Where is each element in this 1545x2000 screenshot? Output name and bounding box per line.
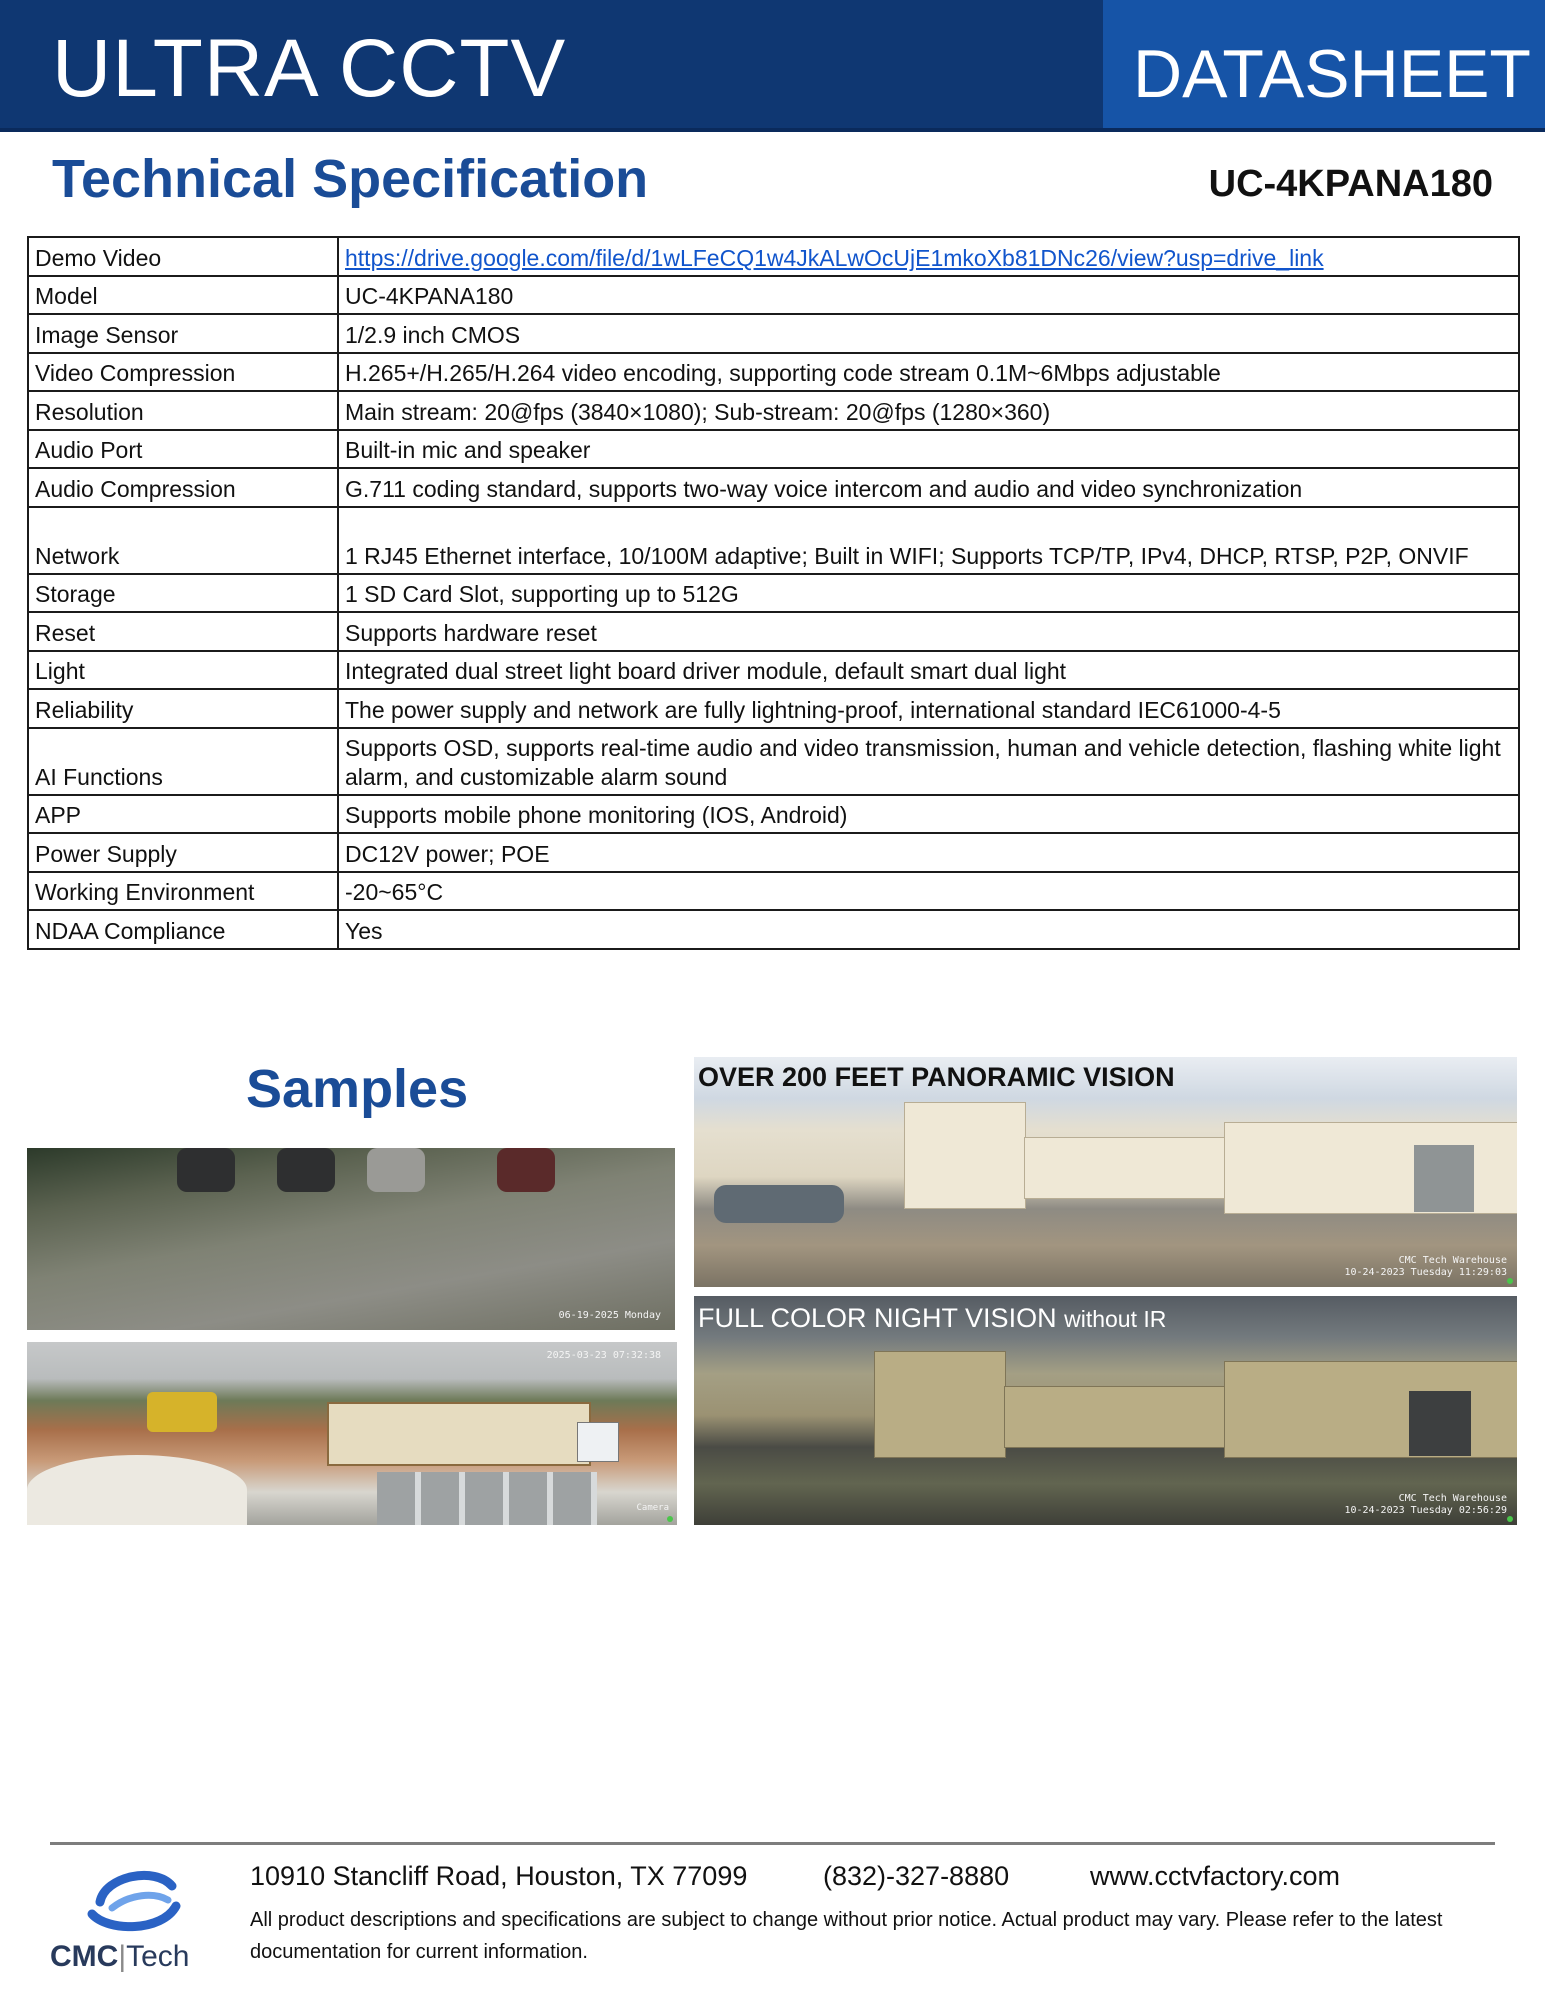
table-row [28, 612, 1519, 651]
car-shape [367, 1148, 425, 1192]
table-row [28, 910, 1519, 949]
sample-photo-parking-lot [27, 1148, 675, 1330]
table-row [28, 391, 1519, 430]
header-divider [0, 128, 1545, 132]
building-shape [904, 1102, 1026, 1209]
timestamp-location: CMC Tech Warehouse [1398, 1255, 1507, 1266]
table-row [28, 651, 1519, 690]
spec-key: Working Environment [28, 872, 338, 911]
footer-divider [50, 1842, 1495, 1845]
table-row [28, 468, 1519, 507]
model-number: UC-4KPANA180 [1208, 163, 1493, 205]
status-dot [667, 1516, 673, 1522]
spec-key: Power Supply [28, 833, 338, 872]
building-shape [1004, 1386, 1226, 1448]
spec-key: Resolution [28, 391, 338, 430]
table-row [28, 872, 1519, 911]
logo-suffix: Tech [126, 1940, 190, 1973]
logo-swoosh-icon [50, 1862, 220, 1940]
table-row [28, 574, 1519, 613]
truck-cab-shape [577, 1422, 619, 1462]
table-row [28, 276, 1519, 315]
excavator-shape [147, 1392, 217, 1432]
brand-title: ULTRA CCTV [52, 23, 567, 114]
footer-disclaimer: All product descriptions and specifications are subject to change without prior notice. Actual product may vary. Please refer to the latest documentation for current information. [250, 1909, 1443, 1963]
spec-value [338, 237, 1519, 276]
spec-value: Supports hardware reset [338, 612, 1519, 651]
spec-key: Reset [28, 612, 338, 651]
car-shape [497, 1148, 555, 1192]
photo-timestamp: 06-19-2025 Monday [558, 1310, 661, 1321]
spec-key: APP [28, 795, 338, 834]
spec-value: Yes [338, 910, 1519, 949]
flatbed-truck-shape [327, 1402, 591, 1466]
spec-value: Integrated dual street light board driver module, default smart dual light [338, 651, 1519, 690]
spec-key: Demo Video [28, 237, 338, 276]
spec-value: DC12V power; POE [338, 833, 1519, 872]
night-vision-caption [698, 1302, 1166, 1334]
spec-key: Audio Compression [28, 468, 338, 507]
sample-photo-construction-site [27, 1342, 677, 1525]
table-row [28, 795, 1519, 834]
spec-key: Audio Port [28, 430, 338, 469]
spec-value: Main stream: 20@fps (3840×1080); Sub-stream: 20@fps (1280×360) [338, 391, 1519, 430]
table-row [28, 507, 1519, 574]
spec-value: 1/2.9 inch CMOS [338, 314, 1519, 353]
spec-value: UC-4KPANA180 [338, 276, 1519, 315]
photo-timestamp [1344, 1493, 1507, 1517]
car-shape [277, 1148, 335, 1192]
spec-value: Supports mobile phone monitoring (IOS, Android) [338, 795, 1519, 834]
sample-photo-night-vision [694, 1296, 1517, 1525]
spec-key: NDAA Compliance [28, 910, 338, 949]
logo-wordmark [50, 1942, 190, 1972]
timestamp-datetime: 10-24-2023 Tuesday 02:56:29 [1344, 1505, 1507, 1516]
table-row [28, 728, 1519, 795]
spec-value: 1 RJ45 Ethernet interface, 10/100M adaptive; Built in WIFI; Supports TCP/TP, IPv4, DHCP, RTSP, P2P, ONVIF [338, 507, 1519, 574]
timestamp-location: CMC Tech Warehouse [1398, 1493, 1507, 1504]
demo-video-link[interactable]: https://drive.google.com/file/d/1wLFeCQ1w4JkALwOcUjE1mkoXb81DNc26/view?usp=drive_link [345, 244, 1324, 271]
status-dot [1507, 1516, 1513, 1522]
cmc-tech-logo [50, 1862, 220, 1972]
spec-value: 1 SD Card Slot, supporting up to 512G [338, 574, 1519, 613]
timestamp-datetime: 10-24-2023 Tuesday 11:29:03 [1344, 1267, 1507, 1278]
spec-key: Storage [28, 574, 338, 613]
spec-value: The power supply and network are fully lightning-proof, international standard IEC61000-4-5 [338, 689, 1519, 728]
table-row [28, 314, 1519, 353]
spec-key: Model [28, 276, 338, 315]
spec-key: Reliability [28, 689, 338, 728]
table-row [28, 689, 1519, 728]
table-row [28, 237, 1519, 276]
car-shape [177, 1148, 235, 1192]
garage-door-shape [1409, 1391, 1471, 1456]
footer-website[interactable]: www.cctvfactory.com [1090, 1861, 1341, 1891]
datasheet-badge-label: DATASHEET [1133, 36, 1531, 112]
logo-brand: CMC [50, 1940, 119, 1973]
spec-value: -20~65°C [338, 872, 1519, 911]
spec-key: Network [28, 507, 338, 574]
datasheet-badge [1103, 0, 1545, 128]
spec-key: Video Compression [28, 353, 338, 392]
page-title: Technical Specification [52, 149, 649, 209]
building-shape [1024, 1137, 1226, 1199]
spec-value: Supports OSD, supports real-time audio and video transmission, human and vehicle detection, flashing white light alarm, and customizable alarm sound [338, 728, 1519, 795]
spec-value: G.711 coding standard, supports two-way voice intercom and audio and video synchronization [338, 468, 1519, 507]
building-shape [1224, 1361, 1517, 1458]
table-row [28, 353, 1519, 392]
car-shape [714, 1185, 844, 1223]
samples-heading: Samples [246, 1059, 469, 1119]
garage-door-shape [1414, 1145, 1474, 1212]
spec-value: H.265+/H.265/H.264 video encoding, supporting code stream 0.1M~6Mbps adjustable [338, 353, 1519, 392]
header-banner [0, 0, 1545, 132]
concrete-blocks-shape [377, 1472, 597, 1525]
panoramic-caption: OVER 200 FEET PANORAMIC VISION [698, 1062, 1175, 1092]
night-vision-caption-main: FULL COLOR NIGHT VISION [698, 1303, 1057, 1333]
photo-timestamp: 2025-03-23 07:32:38 [546, 1350, 661, 1361]
spec-key: Light [28, 651, 338, 690]
logo-separator: | [118, 1940, 127, 1973]
status-dot [1507, 1278, 1513, 1284]
night-vision-caption-suffix: without IR [1064, 1306, 1167, 1332]
spec-value: Built-in mic and speaker [338, 430, 1519, 469]
camera-label: Camera [636, 1503, 669, 1513]
spec-key: AI Functions [28, 728, 338, 795]
building-shape [874, 1351, 1006, 1458]
gravel-pile-shape [27, 1455, 247, 1525]
table-row [28, 430, 1519, 469]
footer-address: 10910 Stancliff Road, Houston, TX 77099 [250, 1861, 748, 1891]
footer-phone: (832)-327-8880 [823, 1861, 1010, 1891]
spec-key: Image Sensor [28, 314, 338, 353]
table-row [28, 833, 1519, 872]
spec-table [27, 236, 1520, 950]
sample-photo-panoramic-day [694, 1057, 1517, 1287]
photo-timestamp [1344, 1255, 1507, 1279]
